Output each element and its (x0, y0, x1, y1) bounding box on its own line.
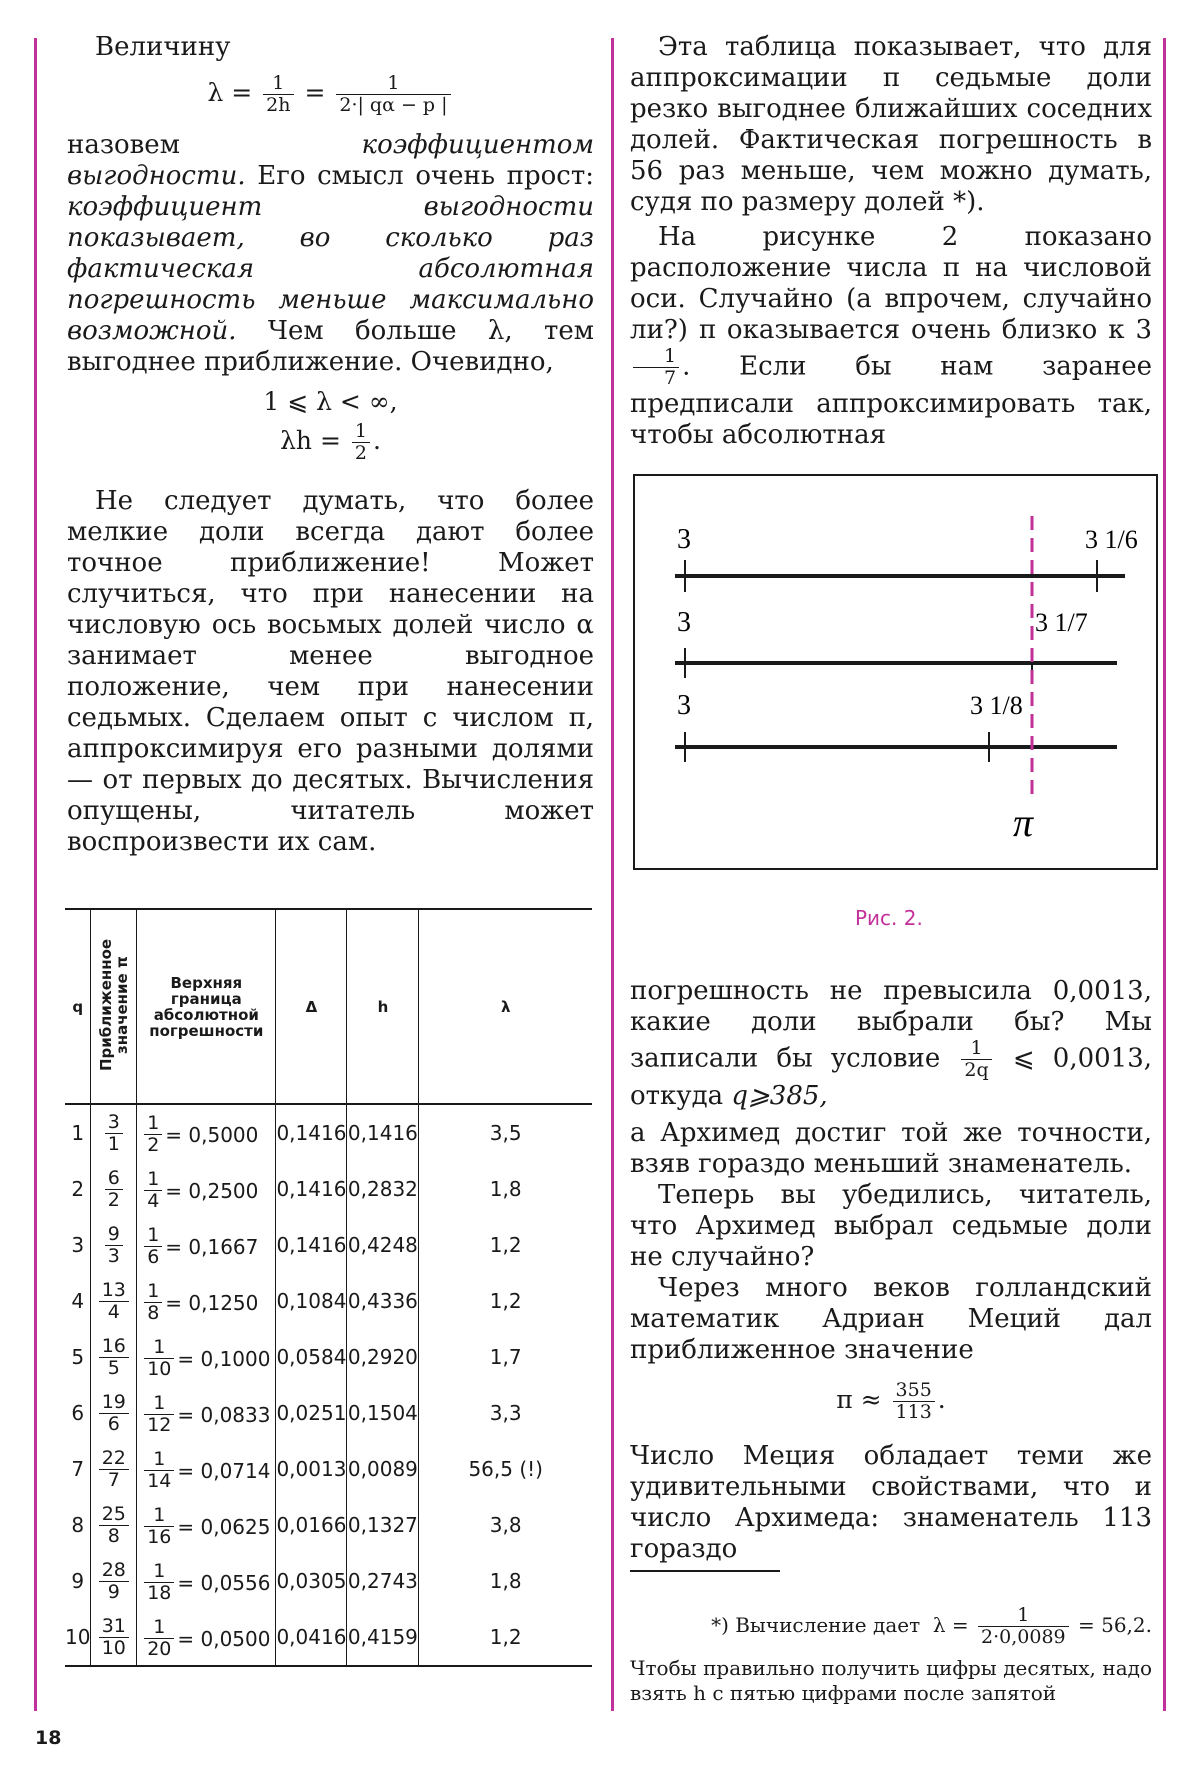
bound-fraction (144, 1337, 174, 1380)
figure-reference (630, 222, 1152, 451)
cell-q: 9 (71, 1569, 85, 1593)
cell-approx (91, 1104, 137, 1161)
cell-h: 0,4159 (347, 1609, 419, 1666)
meaning-tail: Чем больше λ, тем выгоднее приближение. Очевидно, (67, 316, 594, 377)
frac-num: 31 (101, 1614, 126, 1637)
cell-bound (137, 1609, 276, 1666)
question-paragraph: Теперь вы убедились, читатель, что Архимед выбрал седьмые доли не случайно? (630, 1180, 1152, 1272)
label-three: 3 (677, 607, 691, 638)
bound-value: = 0,1667 (165, 1234, 259, 1259)
left-column (67, 32, 594, 858)
metius-paragraph: Через много веков голландский математик Адриан Меций дал приближенное значение (630, 1273, 1152, 1365)
table-header-row (65, 909, 592, 1104)
col-header-q: q (72, 997, 84, 1016)
metius-properties-paragraph: Число Меция обладает теми же удивительными свойствами, что и число Архимеда: знаменатель 113 гораздо (630, 1441, 1152, 1564)
number-line-diagram (635, 476, 1156, 868)
frac-num: 1 (153, 1336, 166, 1358)
table-row (65, 1553, 592, 1609)
approx-fraction (99, 1280, 129, 1323)
approx-fraction (99, 1392, 129, 1435)
meaning-lead: Его смысл очень прост: (257, 161, 594, 191)
cell-h: 0,1416 (347, 1104, 419, 1161)
formula-eq: = (304, 78, 326, 107)
frac-den: 4 (99, 1301, 129, 1323)
approx-fraction (99, 1336, 129, 1379)
bound-fraction (144, 1449, 174, 1492)
formula-lhs: λh = (280, 426, 341, 455)
frac-den: 2h (263, 94, 293, 116)
frac-den: 2 (105, 1189, 123, 1211)
cell-bound (137, 1441, 276, 1497)
cell-bound (137, 1273, 276, 1329)
frac-num: 1 (272, 72, 285, 94)
condition-text: погрешность не превысила 0,0013, какие доли выбрали бы? Мы записали бы условие (630, 976, 1152, 1074)
cell-delta: 0,0013 (276, 1441, 347, 1497)
bound-fraction (144, 1225, 162, 1268)
cell-delta: 0,1416 (276, 1104, 347, 1161)
footnote-rule (630, 1570, 780, 1572)
frac-footnote (978, 1605, 1069, 1648)
footnote-lhs: λ = (932, 1613, 969, 1637)
cell-q: 3 (71, 1233, 85, 1257)
cell-h: 0,2920 (347, 1329, 419, 1385)
bound-value: = 0,2500 (165, 1178, 259, 1203)
frac-num: 1 (153, 1616, 166, 1638)
cell-lambda: 3,5 (419, 1104, 592, 1161)
frac-den: 8 (99, 1525, 129, 1547)
cell-q: 8 (71, 1513, 85, 1537)
frac-den: 3 (105, 1245, 123, 1267)
cell-bound (137, 1217, 276, 1273)
label-sixth: 3 1/6 (1085, 525, 1138, 554)
right-column (630, 32, 1152, 451)
frac-one-over-abs (336, 73, 450, 116)
frac-one-over-2q (961, 1038, 991, 1081)
figure-caption: Рис. 2. (855, 906, 923, 930)
formula-lambda-h (67, 421, 594, 464)
bound-fraction (144, 1561, 174, 1604)
cell-lambda: 1,7 (419, 1329, 592, 1385)
approx-fraction (99, 1616, 129, 1659)
frac-den: 20 (144, 1638, 174, 1660)
formula-lambda (67, 73, 594, 116)
cell-lambda: 3,8 (419, 1497, 592, 1553)
cell-h: 0,4248 (347, 1217, 419, 1273)
approx-fraction (99, 1504, 129, 1547)
cell-lambda: 56,5 (!) (419, 1441, 592, 1497)
archimedes-note: а Архимед достиг той же точности, взяв гораздо меньший знаменатель. (630, 1118, 1152, 1179)
cell-bound (137, 1385, 276, 1441)
label-three: 3 (677, 690, 691, 721)
cell-h: 0,2832 (347, 1161, 419, 1217)
condition-inequality: ⩽ 0,0013, откуда (630, 1043, 1153, 1111)
approx-fraction (99, 1560, 129, 1603)
cell-lambda: 1,8 (419, 1553, 592, 1609)
footnote-formula (630, 1605, 1152, 1648)
col-header-approx-text: Приближенное значение π (96, 938, 131, 1072)
cell-q: 10 (65, 1625, 91, 1649)
frac-num: 19 (101, 1390, 126, 1413)
approximation-table (65, 908, 592, 1667)
cell-lambda: 1,2 (419, 1273, 592, 1329)
cell-lambda: 1,2 (419, 1217, 592, 1273)
frac-one-seventh (633, 346, 679, 389)
frac-den: 10 (99, 1637, 129, 1659)
right-column-lower (630, 976, 1152, 1565)
cell-bound (137, 1104, 276, 1161)
bound-value: = 0,0556 (177, 1570, 271, 1595)
frac-den: 8 (144, 1302, 162, 1324)
bound-fraction (144, 1169, 162, 1212)
bound-value: = 0,1000 (177, 1346, 271, 1371)
bound-value: = 0,0625 (177, 1514, 271, 1539)
cell-h: 0,2743 (347, 1553, 419, 1609)
right-margin-rule (1163, 38, 1166, 1711)
frac-num: 1 (1017, 1604, 1030, 1626)
cell-delta: 0,0251 (276, 1385, 347, 1441)
frac-den: 10 (144, 1358, 174, 1380)
frac-one-over-2h (263, 73, 293, 116)
frac-num: 1 (147, 1280, 160, 1302)
footnote (630, 1605, 1152, 1706)
cell-lambda: 1,2 (419, 1609, 592, 1666)
bound-fraction (144, 1505, 174, 1548)
col-header-delta: Δ (276, 909, 347, 1104)
cell-approx (91, 1385, 137, 1441)
cell-q: 5 (71, 1345, 85, 1369)
cell-approx (91, 1273, 137, 1329)
formula-period: . (372, 426, 381, 455)
cell-bound (137, 1553, 276, 1609)
figure-reference-tail: . Если бы нам заранее предписали аппроксимировать так, чтобы абсолютная (630, 351, 1152, 450)
frac-num: 1 (153, 1560, 166, 1582)
cell-q: 6 (71, 1401, 85, 1425)
col-header-bound: Верхняя граница абсолютной погрешности (137, 909, 276, 1104)
label-seventh: 3 1/7 (1035, 608, 1088, 637)
footnote-prefix: *) Вычисление дает (711, 1613, 921, 1637)
frac-den: 18 (144, 1582, 174, 1604)
cell-q: 1 (71, 1121, 85, 1145)
frac-355-113 (893, 1380, 935, 1423)
frac-den: 7 (99, 1469, 129, 1491)
experiment-paragraph: Не следует думать, что более мелкие доли всегда дают более точное приближение! Может случиться, что при нанесении на числовую ось восьмых долей число α занимает менее выгодное положение, чем при нанесении седьмых. Сделаем опыт с числом π, аппроксимируя его разными долями — от первых до десятых. Вычисления опущены, читатель может воспроизвести их сам. (67, 486, 594, 857)
definition-text: назовем (67, 130, 180, 160)
col-header-h: h (347, 909, 419, 1104)
cell-approx (91, 1609, 137, 1666)
cell-delta: 0,0166 (276, 1497, 347, 1553)
frac-den: 9 (99, 1581, 129, 1603)
frac-den: 7 (633, 367, 679, 389)
formula-lambda-lhs: λ = (207, 78, 253, 107)
cell-h: 0,1504 (347, 1385, 419, 1441)
intro-word: Величину (95, 32, 231, 62)
cell-delta: 0,0416 (276, 1609, 347, 1666)
bound-value: = 0,0833 (177, 1402, 271, 1427)
frac-num: 1 (153, 1448, 166, 1470)
frac-num: 1 (664, 345, 677, 367)
formula-metius (630, 1380, 1152, 1423)
frac-num: 25 (101, 1502, 126, 1525)
table-row (65, 1104, 592, 1161)
cell-approx (91, 1161, 137, 1217)
cell-approx (91, 1553, 137, 1609)
frac-num: 28 (101, 1558, 126, 1581)
frac-den: 2·0,0089 (978, 1626, 1069, 1648)
frac-den: 2q (961, 1059, 991, 1081)
formula-lhs: π ≈ (836, 1385, 882, 1414)
cell-q: 2 (71, 1177, 85, 1201)
approx-fraction (105, 1168, 123, 1211)
table-row (65, 1273, 592, 1329)
figure-2 (633, 474, 1158, 870)
footnote-rhs: = 56,2. (1077, 1613, 1152, 1637)
cell-bound (137, 1497, 276, 1553)
cell-delta: 0,0305 (276, 1553, 347, 1609)
cell-approx (91, 1497, 137, 1553)
frac-half (352, 421, 370, 464)
frac-num: 1 (147, 1224, 160, 1246)
cell-delta: 0,1084 (276, 1273, 347, 1329)
frac-den: 5 (99, 1357, 129, 1379)
figure-reference-text: На рисунке 2 показано расположение числа π на числовой оси. Случайно (а впрочем, случайно ли?) π оказывается очень близко к 3 (630, 222, 1152, 345)
approx-fraction (99, 1448, 129, 1491)
frac-num: 6 (107, 1166, 120, 1189)
frac-num: 1 (354, 420, 367, 442)
meaning-emphasis: коэффициент выгодности показывает, во сколько раз фактическая абсолютная погрешность меньше максимально возможной. (67, 192, 594, 346)
frac-num: 1 (147, 1168, 160, 1190)
footnote-text: Чтобы правильно получить цифры десятых, надо взять h с пятью цифрами после запятой (630, 1656, 1152, 1705)
cell-q: 4 (71, 1289, 85, 1313)
frac-num: 355 (895, 1379, 932, 1401)
table-row (65, 1161, 592, 1217)
frac-den: 1 (105, 1133, 123, 1155)
table-comment: Эта таблица показывает, что для аппроксимации π седьмые доли резко выгоднее ближайших соседних долей. Фактическая погрешность в 56 раз меньше, чем можно думать, судя по размеру долей *). (630, 32, 1152, 217)
cell-h: 0,4336 (347, 1273, 419, 1329)
frac-num: 1 (387, 72, 400, 94)
frac-den: 16 (144, 1526, 174, 1548)
table-row (65, 1441, 592, 1497)
frac-den: 4 (144, 1190, 162, 1212)
cell-delta: 0,1416 (276, 1217, 347, 1273)
frac-num: 1 (970, 1037, 983, 1059)
frac-den: 2 (352, 442, 370, 464)
frac-den: 2 (144, 1134, 162, 1156)
col-header-lambda: λ (419, 909, 592, 1104)
table-row (65, 1217, 592, 1273)
condition-paragraph (630, 976, 1152, 1112)
frac-num: 22 (101, 1446, 126, 1469)
cell-approx (91, 1441, 137, 1497)
table-row (65, 1497, 592, 1553)
frac-den: 6 (99, 1413, 129, 1435)
col-header-approx (91, 909, 137, 1104)
frac-den: 113 (893, 1401, 935, 1423)
frac-num: 3 (107, 1110, 120, 1133)
cell-h: 0,0089 (347, 1441, 419, 1497)
frac-den: 6 (144, 1246, 162, 1268)
frac-num: 9 (107, 1222, 120, 1245)
cell-q: 7 (71, 1457, 85, 1481)
left-margin-rule (34, 38, 37, 1711)
bound-fraction (144, 1617, 174, 1660)
approx-fraction (105, 1112, 123, 1155)
formula-period: . (937, 1385, 946, 1414)
label-three: 3 (677, 524, 691, 555)
definition-paragraph (67, 130, 594, 378)
frac-num: 1 (153, 1504, 166, 1526)
bound-fraction (144, 1281, 162, 1324)
frac-num: 1 (147, 1112, 160, 1134)
bound-fraction (144, 1393, 174, 1436)
table-row (65, 1329, 592, 1385)
condition-result: q⩾385, (731, 1081, 828, 1111)
label-eighth: 3 1/8 (970, 691, 1023, 720)
page-number: 18 (35, 1727, 62, 1749)
table-body (65, 1104, 592, 1666)
cell-approx (91, 1329, 137, 1385)
frac-den: 14 (144, 1470, 174, 1492)
table-row (65, 1609, 592, 1666)
inequality: 1 ⩽ λ < ∞, (263, 387, 398, 416)
cell-h: 0,1327 (347, 1497, 419, 1553)
frac-num: 16 (101, 1334, 126, 1357)
bound-value: = 0,1250 (165, 1290, 259, 1315)
cell-approx (91, 1217, 137, 1273)
frac-num: 1 (153, 1392, 166, 1414)
cell-bound (137, 1329, 276, 1385)
label-pi: π (1013, 800, 1034, 845)
cell-lambda: 3,3 (419, 1385, 592, 1441)
table-row (65, 1385, 592, 1441)
cell-delta: 0,1416 (276, 1161, 347, 1217)
cell-lambda: 1,8 (419, 1161, 592, 1217)
approx-fraction (105, 1224, 123, 1267)
cell-bound (137, 1161, 276, 1217)
frac-num: 13 (101, 1278, 126, 1301)
cell-delta: 0,0584 (276, 1329, 347, 1385)
bound-value: = 0,0714 (177, 1458, 271, 1483)
frac-den: 2·| qα − p | (336, 94, 450, 116)
definition-term: коэффициентом выгодности. (67, 130, 594, 191)
center-rule (611, 38, 614, 1711)
frac-den: 12 (144, 1414, 174, 1436)
bound-fraction (144, 1113, 162, 1156)
bound-value: = 0,5000 (165, 1122, 259, 1147)
bound-value: = 0,0500 (177, 1626, 271, 1651)
